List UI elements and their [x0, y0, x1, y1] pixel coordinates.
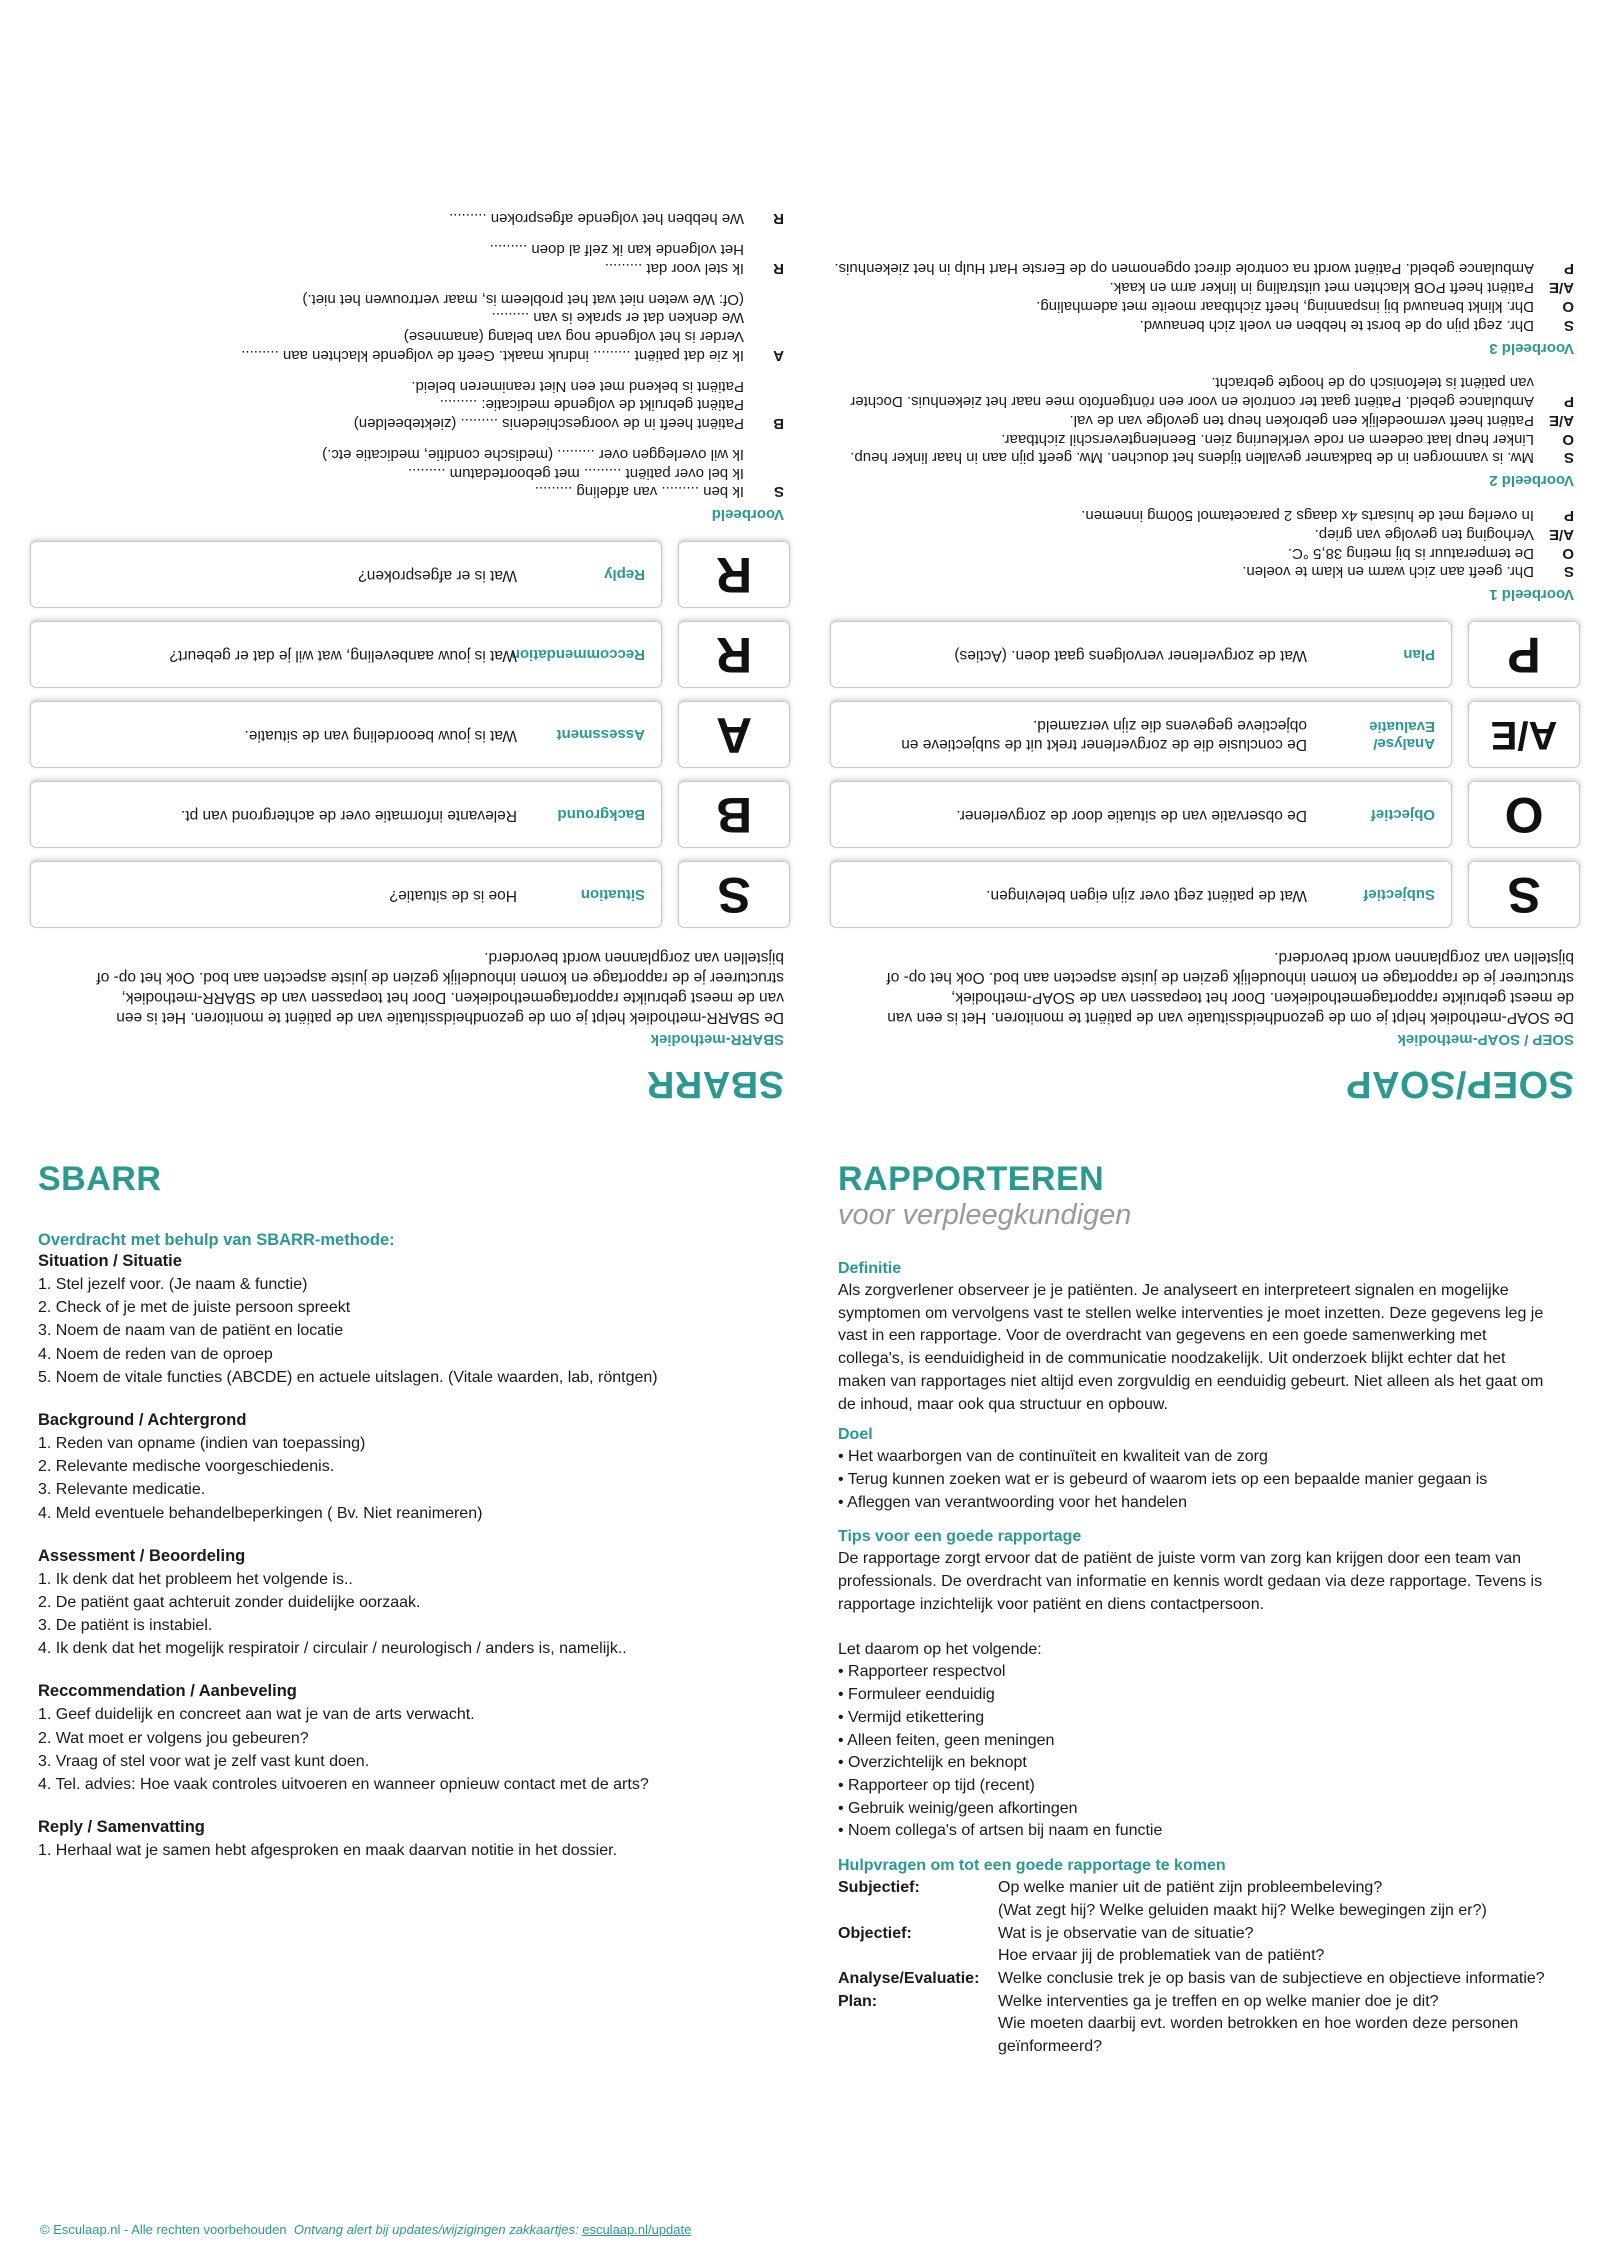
- sbarr-list-item: 1. Geef duidelijk en concreet aan wat je van de arts verwacht.: [38, 1706, 475, 1724]
- sbarr-list-item: 4. Meld eventuele behandelbeperkingen ( Bv. Niet reanimeren): [38, 1504, 483, 1522]
- soep-example-line: [830, 410, 1574, 429]
- soep-example-key: P: [1563, 393, 1574, 411]
- soep-description: De conclusie die de zorgverlener trekt uit de subjectieve en objectieve gegevens die zijn verzameld.: [901, 716, 1307, 754]
- hulpvraag-value: Welke interventies ga je treffen en op welke manier doe je dit? Wie moeten daarbij evt. worden betrokken en hoe worden deze personen geïnformeerd?: [998, 1992, 1519, 2056]
- sbarr-example-line: [30, 444, 784, 500]
- tips-item: • Formuleer eenduidig: [838, 1686, 995, 1704]
- sbarr_card-letter: S: [678, 861, 790, 928]
- hulpvraag-value: Op welke manier uit de patiënt zijn probleembeleving? (Wat zegt hij? Welke geluiden maakt hij? Welke bewegingen zijn er?): [998, 1879, 1487, 1919]
- rapport-subtitle: voor verpleegkundigen: [838, 1199, 1132, 1231]
- sbarr_card-text-box: [30, 861, 662, 928]
- soep-example-title: Voorbeeld 2: [1489, 472, 1574, 490]
- sbarr-list-item: 1. Herhaal wat je samen hebt afgesproken en maak daarvan notitie in het dossier.: [38, 1842, 618, 1860]
- sbarr_card-card-row: [30, 861, 790, 928]
- soep-description: Wat de patiënt zegt over zijn eigen belevingen.: [986, 886, 1307, 904]
- soep-label: Plan: [1403, 646, 1435, 664]
- sbarr-example-key: R: [773, 259, 784, 277]
- soep-intro: De SOAP-methodiek helpt je om de gezondheidssituatie van de patiënt te monitoren. Het is een van de meest gebruikte rapportagemethodieken. Door het toepassen van de SOAP-methodiek, structureer je de rapportage en komen inhoudelijk gezien de juiste aspecten aan bod. Ook het op- of bijstellen van zorgplannen wordt bevorderd.: [886, 948, 1574, 1026]
- tips-item: • Alleen feiten, geen meningen: [838, 1731, 1055, 1749]
- tips-item: • Rapporteer op tijd (recent): [838, 1776, 1035, 1794]
- sbarr-card-subtitle: SBARR-methodiek: [650, 1031, 784, 1048]
- soep-text-box: [830, 621, 1452, 688]
- soep-example-value: Patiënt heeft POB klachten met uitstraling in linker arm en kaak.: [1109, 279, 1534, 297]
- sbarr-card-intro: De SBARR-methodiek helpt je om de gezondheidssituatie van de patiënt te monitoren. Het is een van de meest gebruikte rapportagemethodieken. Door het toepassen van de SBARR-methodiek, structureer je de rapportage en komen inhoudelijk gezien de juiste aspecten aan bod. Ook het op- of bijstellen van zorgplannen wordt bevorderd.: [96, 948, 784, 1026]
- sbarr-subheading: Assessment / Beoordeling: [38, 1546, 246, 1565]
- soep-example-key: S: [1563, 449, 1574, 467]
- sbarr-list-item: 1. Ik denk dat het probleem het volgende is..: [38, 1570, 353, 1588]
- soep-card-row: [830, 781, 1580, 848]
- soep-label: Analyse/ Evaluatie: [1369, 717, 1435, 752]
- soep-example-line: [830, 505, 1574, 524]
- hulpvraag-key: Plan:: [838, 1992, 878, 2010]
- hulpvraag-value: Welke conclusie trek je op basis van de subjectieve en objectieve informatie?: [998, 1969, 1545, 1987]
- soep-label: Objectief: [1370, 806, 1435, 824]
- tips-item: • Gebruik weinig/geen afkortingen: [838, 1799, 1078, 1817]
- sbarr_card-label: Reply: [604, 566, 645, 584]
- tips-item: • Noem collega's of artsen bij naam en functie: [838, 1822, 1163, 1840]
- soep-example-line: [830, 259, 1574, 278]
- sbarr-list: [38, 1839, 798, 1862]
- sbarr-list-item: 1. Stel jezelf voor. (Je naam & functie): [38, 1276, 308, 1293]
- sbarr-list-item: 3. Vraag of stel voor wat je zelf vast kunt doen.: [38, 1752, 370, 1770]
- soep-text-box: [830, 781, 1452, 848]
- footer: [40, 2222, 691, 2237]
- sbarr-list-item: 4. Noem de reden van de oproep: [38, 1345, 273, 1363]
- soep-example-key: O: [1562, 430, 1574, 448]
- soep-label: Subjectief: [1363, 886, 1435, 904]
- hulpvragen-grid: [838, 1877, 1558, 2059]
- soep-letter: A/E: [1468, 701, 1580, 768]
- sbarr-list: [38, 1432, 798, 1525]
- sbarr_card-description: Hoe is de situatie?: [389, 886, 517, 904]
- soep-example-line: [830, 429, 1574, 448]
- sbarr_card-card-row: [30, 781, 790, 848]
- sbarr-example-value: Patiënt heeft in de voorgeschiedenis ......... (ziektebeelden) Patiënt gebruikt de volgende medicatie: ......... Patiënt is bekend met een Niet reanimeren beleid.: [353, 377, 744, 433]
- soep-example-line: [830, 524, 1574, 543]
- sbarr-list-item: 3. Noem de naam van de patiënt en locatie: [38, 1322, 344, 1340]
- sbarr_card-description: Wat is er afgesproken?: [358, 566, 517, 584]
- sbarr_card-card-row: [30, 621, 790, 688]
- sbarr_card-text-box: [30, 781, 662, 848]
- tips-text: De rapportage zorgt ervoor dat de patiënt de juiste vorm van zorg kan krijgen door een team van professionals. De overdracht van informatie en kennis wordt gedaan via deze rapportage. Tevens is rapportage inzichtelijk voor patiënt en diens contactpersoon.: [838, 1550, 1543, 1613]
- sbarr-heading: Overdracht met behulp van SBARR-methode:: [38, 1231, 395, 1249]
- soep-example-line: [830, 543, 1574, 562]
- doel-list: [838, 1446, 1578, 1514]
- hulpvragen-heading: Hulpvragen om tot een goede rapportage te komen: [838, 1857, 1226, 1875]
- sbarr-card-title: SBARR: [646, 1063, 784, 1105]
- footer-alert: Ontvang alert bij updates/wijzigingen zakkaartjes:: [293, 2222, 579, 2237]
- soep-example-key: O: [1562, 544, 1574, 562]
- sbarr_card-description: Relevante informatie over de achtergrond van pt.: [180, 806, 517, 824]
- soep-example-key: P: [1563, 260, 1574, 278]
- sbarr-list-item: 1. Reden van opname (indien van toepassing): [38, 1434, 366, 1452]
- soep-examples: [830, 259, 1574, 604]
- soep-example-line: [830, 373, 1574, 411]
- soep-letter: P: [1468, 621, 1580, 688]
- tips-item: • Overzichtelijk en beknopt: [838, 1754, 1027, 1772]
- soep-example-value: Verhoging ten gevolge van griep.: [1314, 525, 1534, 543]
- sbarr_card-letter: A: [678, 701, 790, 768]
- doel-item: • Het waarborgen van de continuïteit en kwaliteit van de zorg: [838, 1448, 1268, 1466]
- sbarr-example-lines: [30, 209, 784, 501]
- soep-example-value: Dhr. klinkt benauwd bij inspanning, heeft zichtbaar moeite met ademhaling.: [1036, 297, 1534, 315]
- soep-example: [830, 259, 1574, 357]
- soep-example-value: Linker heup laat oedeem en rode verkleuring zien. Beenlengteverschil zichtbaar.: [1001, 430, 1534, 448]
- doel-item: • Afleggen van verantwoording voor het handelen: [838, 1493, 1187, 1511]
- soep-example-value: Ambulance gebeld. Patiënt wordt na controle direct opgenomen op de Eerste Hart Hulp in het ziekenhuis.: [834, 260, 1534, 278]
- sbarr-list-item: 5. Noem de vitale functies (ABCDE) en actuele uitslagen. (Vitale waarden, lab, röntgen): [38, 1368, 658, 1386]
- soep-example-value: Ambulance gebeld. Patiënt gaat ter controle en voor een röntgenfoto mee naar het ziekenhuis. Dochter van patiënt is telefonisch op de hoogte gebracht.: [850, 374, 1534, 411]
- soep-subtitle: SOEP / SOAP-methodiek: [1397, 1031, 1574, 1048]
- sbarr-title: SBARR: [38, 1160, 162, 1198]
- soep-description: De observatie van de situatie door de zorgverlener.: [956, 806, 1307, 824]
- tips-item: • Rapporteer respectvol: [838, 1663, 1006, 1681]
- sbarr_card-label: Assessment: [556, 726, 645, 744]
- sbarr-list-item: 4. Tel. advies: Hoe vaak controles uitvoeren en wanneer opnieuw contact met de arts?: [38, 1776, 649, 1793]
- sbarr-list-item: 2. De patiënt gaat achteruit zonder duidelijke oorzaak.: [38, 1593, 421, 1611]
- tips-item: • Vermijd etikettering: [838, 1708, 985, 1726]
- soep-example-key: A/E: [1548, 411, 1574, 429]
- soep-example-key: S: [1563, 563, 1574, 581]
- sbarr-example: [30, 209, 784, 524]
- sbarr-example-value: Ik ben ......... van afdeling ......... Ik bel over patiënt ......... met geboortedatum ......... Ik wil overleggen over ......... (medische conditie, medicatie etc.): [322, 445, 744, 501]
- sbarr_card-label: Reccommendation: [510, 646, 645, 664]
- sbarr-subheading: Situation / Situatie: [38, 1252, 182, 1270]
- sbarr_card-description: Wat is jouw beoordeling van de situatie.: [244, 726, 517, 744]
- soep-text-box: [830, 861, 1452, 928]
- soep-letter: O: [1468, 781, 1580, 848]
- sbarr-example-title: Voorbeeld: [711, 506, 784, 524]
- sbarr-list-item: 3. De patiënt is instabiel.: [38, 1617, 213, 1635]
- sbarr-list-item: 3. Relevante medicatie.: [38, 1481, 206, 1499]
- soep-example-title: Voorbeeld 1: [1489, 586, 1574, 604]
- sbarr_card-label: Background: [557, 806, 645, 824]
- doel-heading: Doel: [838, 1426, 873, 1444]
- footer-update-link[interactable]: esculaap.nl/update: [582, 2222, 692, 2237]
- tips-heading: Tips voor een goede rapportage: [838, 1528, 1082, 1546]
- soep-example-value: In overleg met de huisarts 4x daags 2 paracetamol 500mg innemen.: [1081, 507, 1534, 525]
- soep-example-line: [830, 562, 1574, 581]
- sbarr_card-letter: R: [678, 621, 790, 688]
- sbarr-subheading: Reply / Samenvatting: [38, 1818, 205, 1837]
- sbarr_card-description: Wat is jouw aanbeveling, wat wil je dat er gebeurt?: [169, 646, 517, 664]
- soep-example: [830, 505, 1574, 603]
- sbarr_card-card-row: [30, 541, 790, 608]
- sbarr-example-key: S: [773, 483, 784, 501]
- sbarr-list-item: 2. Relevante medische voorgeschiedenis.: [38, 1458, 335, 1476]
- soep-example-line: [830, 277, 1574, 296]
- sbarr_card-text-box: [30, 701, 662, 768]
- sbarr-card: [30, 30, 790, 1105]
- soep-example-key: A/E: [1548, 279, 1574, 297]
- sbarr-list: [38, 1568, 798, 1661]
- soep-text-box: [830, 701, 1452, 768]
- soep-example-key: S: [1563, 316, 1574, 334]
- sbarr-subheading: Background / Achtergrond: [38, 1410, 247, 1429]
- sbarr-list: [38, 1273, 798, 1389]
- sbarr-example-key: A: [773, 346, 784, 364]
- soep-example-title: Voorbeeld 3: [1489, 339, 1574, 357]
- sbarr_card-label: Situation: [580, 886, 645, 904]
- hulpvraag-key: Analyse/Evaluatie:: [838, 1969, 980, 1987]
- rapporteren-section: [838, 1160, 1578, 2240]
- tips-lead: Let daarom op het volgende:: [838, 1640, 1042, 1658]
- sbarr-example-line: [30, 289, 784, 364]
- sbarr-example-value: Ik zie dat patiënt ......... indruk maakt. Geeft de volgende klachten aan ......... Verder is het volgende nog van belang (anamnese) We denken dat er sprake is van ......... (Of: We weten niet wat het probleem is, maar vertrouwen het niet.): [241, 290, 744, 364]
- sbarr_card-letter: R: [678, 541, 790, 608]
- soep-title: SOEP/SOAP: [1345, 1063, 1574, 1105]
- sbarr-example-key: R: [773, 210, 784, 228]
- soep-example-key: A/E: [1548, 525, 1574, 543]
- sbarr-overdracht: [38, 1160, 798, 2240]
- sbarr_card-letter: B: [678, 781, 790, 848]
- sbarr-example-line: [30, 209, 784, 228]
- soep-card-row: [830, 621, 1580, 688]
- hulpvraag-key: Objectief:: [838, 1924, 912, 1942]
- sbarr-sections: [38, 1252, 798, 1862]
- soep-example-value: De temperatuur is bij meting 38,5 °C.: [1287, 544, 1534, 562]
- definitie-text: Als zorgverlener observeer je je patiënten. Je analyseert en interpreteert signalen en mogelijke symptomen om vervolgens vast te stellen welke interventies je moet inzetten. Deze gegevens leg je vast in een rapportage. Voor de overdracht van gegevens en een goede samenwerking met collega's, is eenduidigheid in de communicatie noodzakelijk. Uit onderzoek blijkt echter dat het maken van rapportages niet altijd even zorgvuldig en eenduidig gebeurt. Niet alleen als het gaat om de inhoud, maar ook qua structuur en opbouw.: [838, 1282, 1544, 1413]
- soep-example-value: Dhr. geeft aan zich warm en klam te voelen.: [1242, 563, 1534, 581]
- sbarr-cards: [30, 541, 790, 928]
- sbarr_card-text-box: [30, 541, 662, 608]
- soep-card: [830, 30, 1580, 1105]
- tips-list: [838, 1661, 1578, 1843]
- sbarr-list-item: 2. Wat moet er volgens jou gebeuren?: [38, 1729, 309, 1747]
- sbarr_card-card-row: [30, 701, 790, 768]
- sbarr-list-item: 2. Check of je met de juiste persoon spreekt: [38, 1299, 351, 1317]
- soep-cards: [830, 621, 1580, 928]
- definitie-heading: Definitie: [838, 1260, 902, 1277]
- soep-example-value: Patiënt heeft vermoedelijk een gebroken heup ten gevolge van de val.: [1069, 411, 1534, 429]
- sbarr_card-text-box: [30, 621, 662, 688]
- sbarr-example-value: We hebben het volgende afgesproken .........: [449, 210, 744, 228]
- hulpvraag-key: Subjectief:: [838, 1879, 920, 1897]
- soep-example-line: [830, 448, 1574, 467]
- soep-example-value: Mw. is vanmorgen in de badkamer gevallen tijdens het douchen. Mw. geeft pijn aan in haar linker heup.: [850, 449, 1534, 467]
- sbarr-example-line: [30, 376, 784, 432]
- hulpvraag-value: Wat is je observatie van de situatie? Hoe ervaar jij de problematiek van de patiënt?: [998, 1924, 1325, 1965]
- soep-example-value: Dhr. zegt pijn op de borst te hebben en voelt zich benauwd.: [1139, 316, 1534, 334]
- soep-example-key: O: [1562, 297, 1574, 315]
- soep-description: Wat de zorgverlener vervolgens gaat doen. (Acties): [954, 646, 1307, 664]
- footer-copyright: © Esculaap.nl - Alle rechten voorbehouden: [40, 2222, 287, 2237]
- soep-letter: S: [1468, 861, 1580, 928]
- sbarr-subheading: Reccommendation / Aanbeveling: [38, 1682, 297, 1701]
- sbarr-example-value: Ik stel voor dat ......... Het volgende kan ik zelf al doen .........: [489, 241, 744, 277]
- sbarr-list-item: 4. Ik denk dat het mogelijk respiratoir / circulair / neurologisch / anders is, namelijk..: [38, 1640, 627, 1658]
- soep-example-key: P: [1563, 507, 1574, 525]
- soep-card-row: [830, 861, 1580, 928]
- sbarr-example-key: B: [773, 415, 784, 433]
- doel-item: • Terug kunnen zoeken wat er is gebeurd of waarom iets op een bepaalde manier gegaan is: [838, 1471, 1488, 1489]
- soep-example-line: [830, 296, 1574, 315]
- soep-example: [830, 373, 1574, 490]
- sbarr-list: [38, 1703, 798, 1796]
- sbarr-example-line: [30, 239, 784, 277]
- soep-example-line: [830, 315, 1574, 334]
- rapport-title: RAPPORTEREN: [838, 1160, 1105, 1198]
- soep-card-row: [830, 701, 1580, 768]
